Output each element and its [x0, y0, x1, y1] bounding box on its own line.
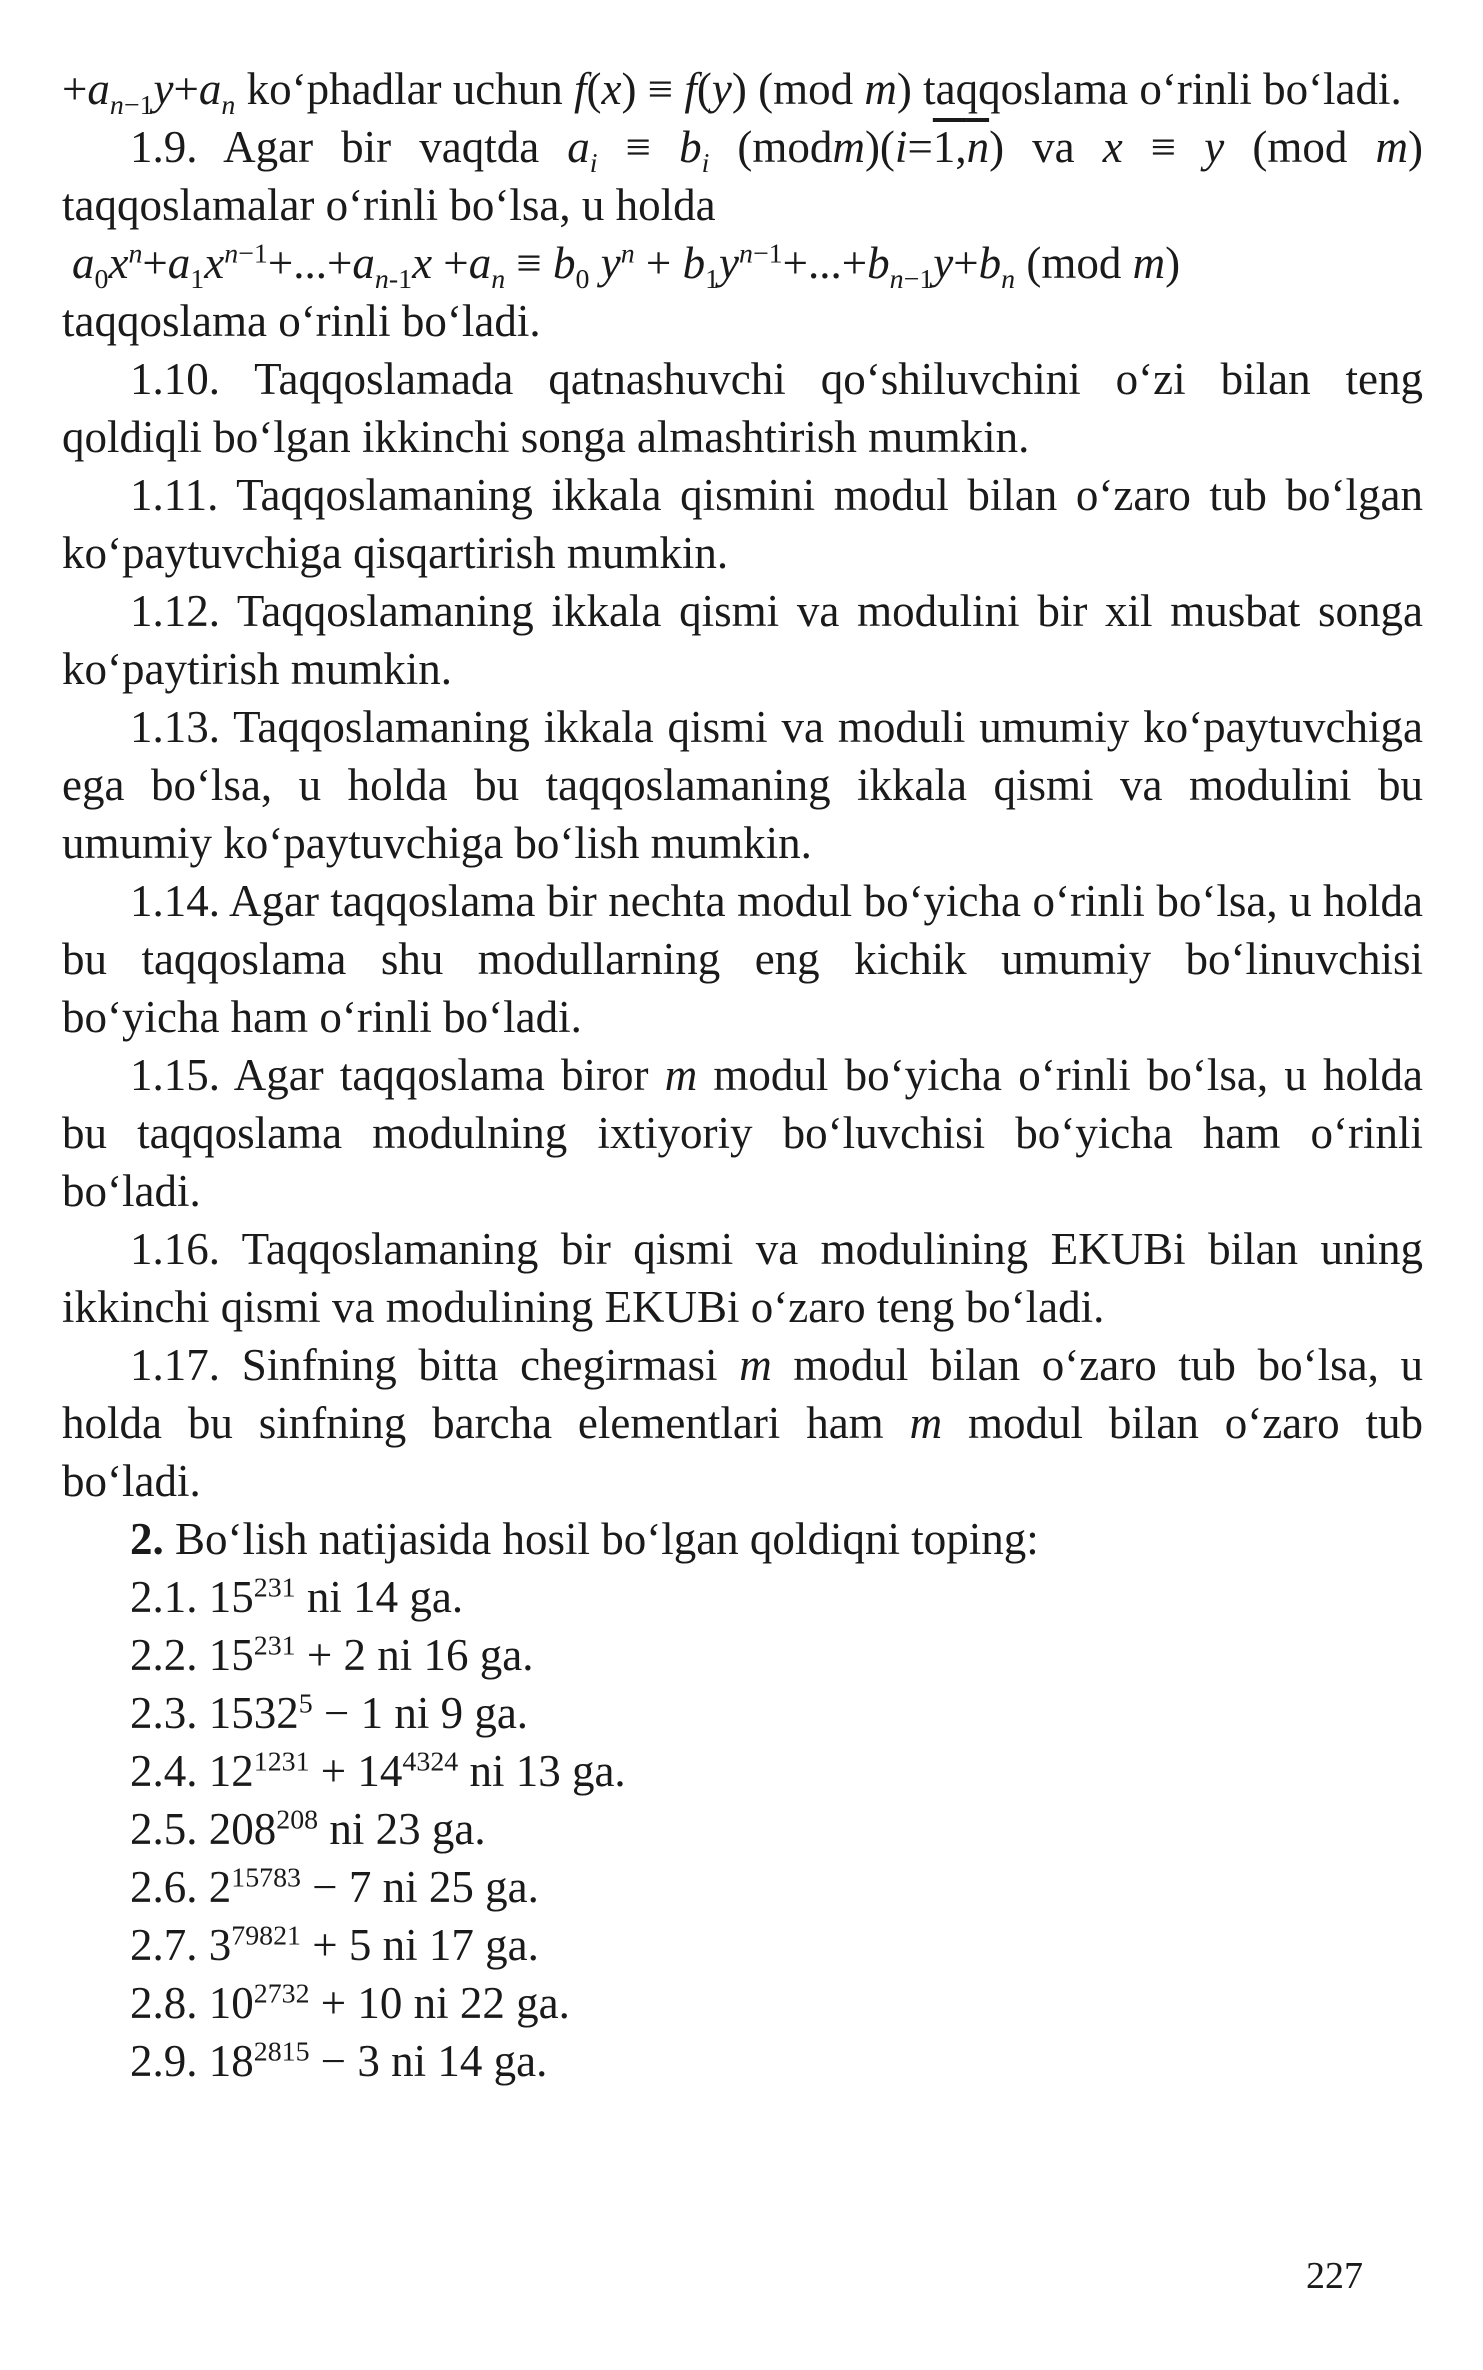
paragraph-1-15: 1.15. Agar taqqoslama biror m modul bo‘yicha o‘rinli bo‘lsa, u holda bu taqqoslama modulning ixtiyoriy bo‘luvchisi bo‘yicha ham o‘rinli bo‘ladi.: [62, 1050, 1423, 1216]
formula-1-9: $a_0x^n+a_1x^{n-1}+...+a_{n-1}x +a_n \equiv b_0$ $y^n + b_1y^{n-1}+...+b_{n-1}y+b_n$ (mod m): [72, 238, 1181, 295]
problem-item: 2.8. $10^{2732} + 10$ ni 22 ga.: [130, 1978, 570, 2028]
paragraph-1-12: 1.12. Taqqoslamaning ikkala qismi va modulini bir xil musbat songa ko‘paytirish mumkin.: [62, 586, 1423, 694]
paragraph-1-17: 1.17. Sinfning bitta chegirmasi m modul bilan o‘zaro tub bo‘lsa, u holda bu sinfning barcha elementlari ham m modul bilan o‘zaro tub bo‘ladi.: [62, 1340, 1424, 1506]
problem-item: 2.9. $18^{2815} - 3$ ni 14 ga.: [130, 2036, 548, 2086]
problem-list: [62, 1568, 1423, 2090]
paragraph-1-9-end: taqqoslama o‘rinli bo‘ladi.: [62, 296, 541, 346]
paragraph-1-16: 1.16. Taqqoslamaning bir qismi va modulining EKUBi bilan uning ikkinchi qismi va modulining EKUBi o‘zaro teng bo‘ladi.: [62, 1224, 1423, 1332]
problem-item: 2.4. $12^{1231} + 14^{4324}$ ni 13 ga.: [130, 1746, 626, 1796]
paragraph-1-14: 1.14. Agar taqqoslama bir nechta modul bo‘yicha o‘rinli bo‘lsa, u holda bu taqqoslama shu modullarning eng kichik umumiy bo‘linuvchisi bo‘yicha ham o‘rinli bo‘ladi.: [62, 876, 1423, 1042]
problem-item: 2.3. 1532$^5$ − 1 ni 9 ga.: [130, 1688, 529, 1738]
paragraph-1-11: 1.11. Taqqoslamaning ikkala qismini modul bilan o‘zaro tub bo‘lgan ko‘paytuvchiga qisqartirish mumkin.: [62, 470, 1423, 578]
problem-item: 2.6. $2^{15783} - 7$ ni 25 ga.: [130, 1862, 539, 1912]
section-heading: 2. Bo‘lish natijasida hosil bo‘lgan qoldiqni toping:: [130, 1514, 1039, 1564]
paragraph-1-9: 1.9. Agar bir vaqtda $a_i \equiv b_i$ (modm)(i=1,n) va x ≡ y (mod m) taqqoslamalar o‘rinli bo‘lsa, u holda: [62, 122, 1423, 230]
problem-item: 2.5. $208^{208}$ ni 23 ga.: [130, 1804, 486, 1854]
problem-item: 2.2. $15^{231} + 2$ ni 16 ga.: [130, 1630, 534, 1680]
problem-item: 2.1. $15^{231}$ ni 14 ga.: [130, 1572, 464, 1622]
paragraph-1-10: 1.10. Taqqoslamada qatnashuvchi qo‘shiluvchini o‘zi bilan teng qoldiqli bo‘lgan ikkinchi songa almashtirish mumkin.: [62, 354, 1423, 462]
page-number: 227: [1306, 2255, 1363, 2297]
paragraph-continuation: $+a_{n-1}y+a_n$ ko‘phadlar uchun f(x) ≡ f(y) (mod m) taqqoslama o‘rinli bo‘ladi.: [62, 64, 1402, 121]
paragraph-1-13: 1.13. Taqqoslamaning ikkala qismi va moduli umumiy ko‘paytuvchiga ega bo‘lsa, u holda bu taqqoslamaning ikkala qismi va modulini bu umumiy ko‘paytuvchiga bo‘lish mumkin.: [62, 702, 1423, 868]
problem-item: 2.7. $3^{79821} + 5$ ni 17 ga.: [130, 1920, 539, 1970]
